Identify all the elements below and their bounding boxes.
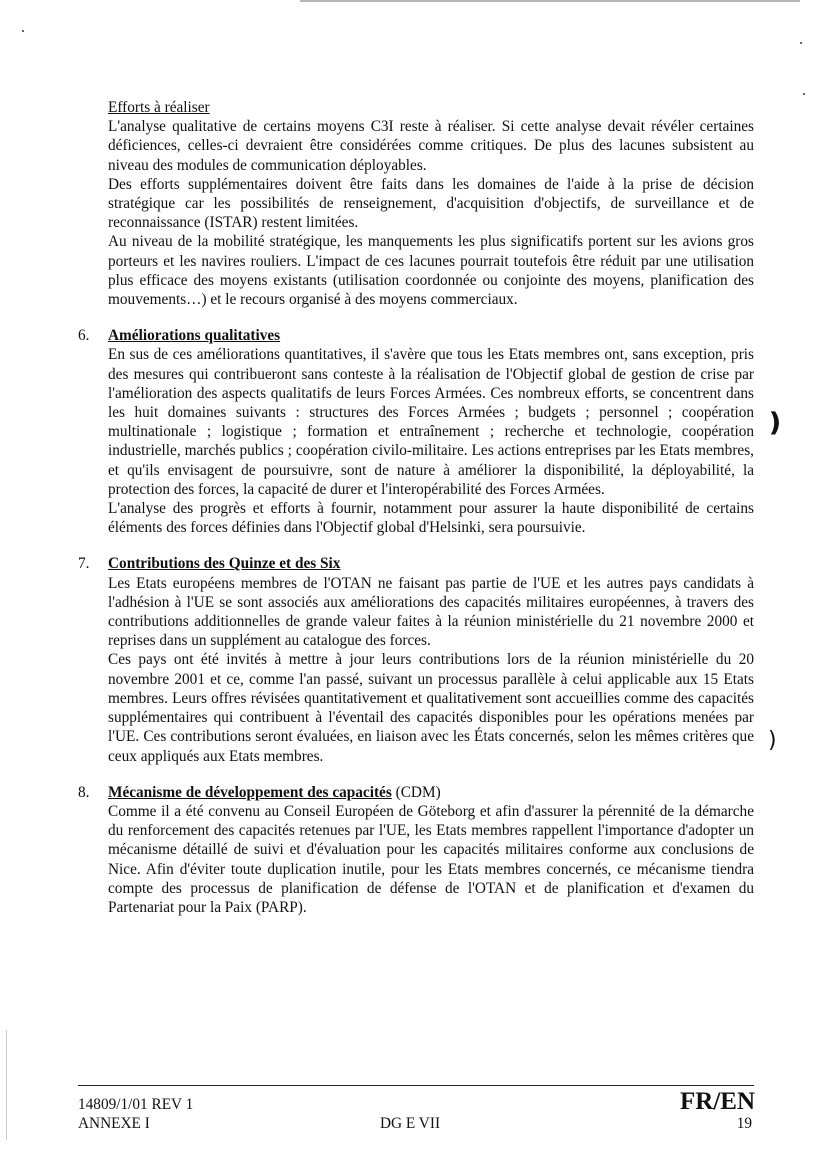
- paragraph: Au niveau de la mobilité stratégique, les manquements les plus significatifs portent sur les avions gros porteurs et les navires rouliers. L'impact de ces lacunes pourrait toutefois être réduit par une utilisation plus efficace des moyens existants (utilisation coordonnée ou conjointe des moyens, planification des mouvements…) et le recours organisé à des moyens commerciaux.: [108, 233, 754, 309]
- binder-clip-mark: ): [768, 728, 777, 753]
- scan-speck: [22, 30, 24, 32]
- footer-language: FR/EN: [680, 1088, 755, 1115]
- section-heading: Contributions des Quinze et des Six: [108, 555, 341, 573]
- footer-dg: DG E VII: [380, 1115, 441, 1132]
- paragraph: Des efforts supplémentaires doivent être faits dans les domaines de l'aide à la prise de décision stratégique car les possibilités de renseignement, d'acquisition d'objectifs, de surveillance et de reconnaissance (ISTAR) restent limitées.: [108, 175, 754, 232]
- footer-doc-ref: 14809/1/01 REV 1: [78, 1096, 194, 1113]
- section-number: 7.: [78, 555, 90, 573]
- document-body: [78, 98, 754, 917]
- section-number: 8.: [78, 783, 90, 801]
- binder-clip-mark: ❫: [764, 408, 786, 438]
- footer-page-number: 19: [736, 1115, 752, 1132]
- scan-speck: [803, 93, 805, 95]
- section-heading: Améliorations qualitatives: [108, 327, 281, 345]
- paragraph: Comme il a été convenu au Conseil Européen de Göteborg et afin d'assurer la pérennité de la démarche du renforcement des capacités retenues par l'UE, les Etats membres rappellent l'importance d'adopter un mécanisme détaillé de suivi et d'évaluation pour les capacités militaires conforme aux conclusions de Nice. Afin d'éviter toute duplication inutile, pour les Etats membres concernés, ce mécanisme tiendra compte des processus de planification de défense de l'OTAN et de planification et d'examen du Partenariat pour la Paix (PARP).: [108, 802, 754, 916]
- footer-divider: [78, 1085, 754, 1086]
- section-number: 6.: [78, 327, 90, 345]
- section-heading: Efforts à réaliser: [108, 99, 210, 116]
- section-heading: Mécanisme de développement des capacités: [108, 783, 392, 801]
- footer-annex: ANNEXE I: [78, 1115, 150, 1132]
- paragraph: L'analyse qualitative de certains moyens C3I reste à réaliser. Si cette analyse devait révéler certaines déficiences, celles-ci devraient être considérées comme critiques. De plus des lacunes subsistent au niveau des modules de communication déployables.: [108, 118, 754, 174]
- section-efforts: [108, 98, 754, 309]
- section-6: [78, 326, 754, 537]
- paragraph: Ces pays ont été invités à mettre à jour leurs contributions lors de la réunion ministérielle du 20 novembre 2001 et ce, comme l'an passé, suivant un processus parallèle à celui applicable aux 15 Etats membres. Leurs offres révisées quantitativement et qualitativement sont accueillies comme des capacités supplémentaires qui contribuent à l'éventail des capacités disponibles pour les opérations menées par l'UE. Ces contributions seront évaluées, en liaison avec les États concernés, selon les mêmes critères que ceux appliqués aux Etats membres.: [108, 651, 754, 765]
- scan-top-edge: [300, 0, 800, 2]
- paragraph: L'analyse des progrès et efforts à fournir, notamment pour assurer la haute disponibilité de certains éléments des forces définies dans l'Objectif global d'Helsinki, sera poursuivie.: [108, 500, 754, 537]
- section-heading-suffix: (CDM): [391, 783, 441, 801]
- scan-speck: [800, 42, 802, 44]
- paragraph: En sus de ces améliorations quantitatives, il s'avère que tous les Etats membres ont, sans exception, pris des mesures qui contribueront sans conteste à la réalisation de l'Objectif global de gestion de crise par l'amélioration des aspects qualitatifs de leurs Forces Armées. Ces nombreux efforts, se concentrent dans les huit domaines suivants : structures des Forces Armées ; budgets ; personnel ; coopération multinationale ; logistique ; formation et entraînement ; recherche et technologie, coopération industrielle, marchés publics ; coopération civilo-militaire. Les actions entreprises par les Etats membres, et qu'ils envisagent de poursuivre, sont de nature à améliorer la disponibilité, la déployabilité, la protection des forces, la capacité de durer et l'interopérabilité des Forces Armées.: [108, 346, 754, 498]
- scan-left-edge: [6, 1030, 7, 1140]
- section-7: [78, 554, 754, 765]
- section-8: [78, 783, 754, 917]
- paragraph: Les Etats européens membres de l'OTAN ne faisant pas partie de l'UE et les autres pays candidats à l'adhésion à l'UE se sont associés aux améliorations des capacités militaires européennes, à travers des contributions additionnelles de grande valeur faites à la réunion ministérielle du 21 novembre 2000 et reprises dans un supplément au catalogue des forces.: [108, 574, 754, 650]
